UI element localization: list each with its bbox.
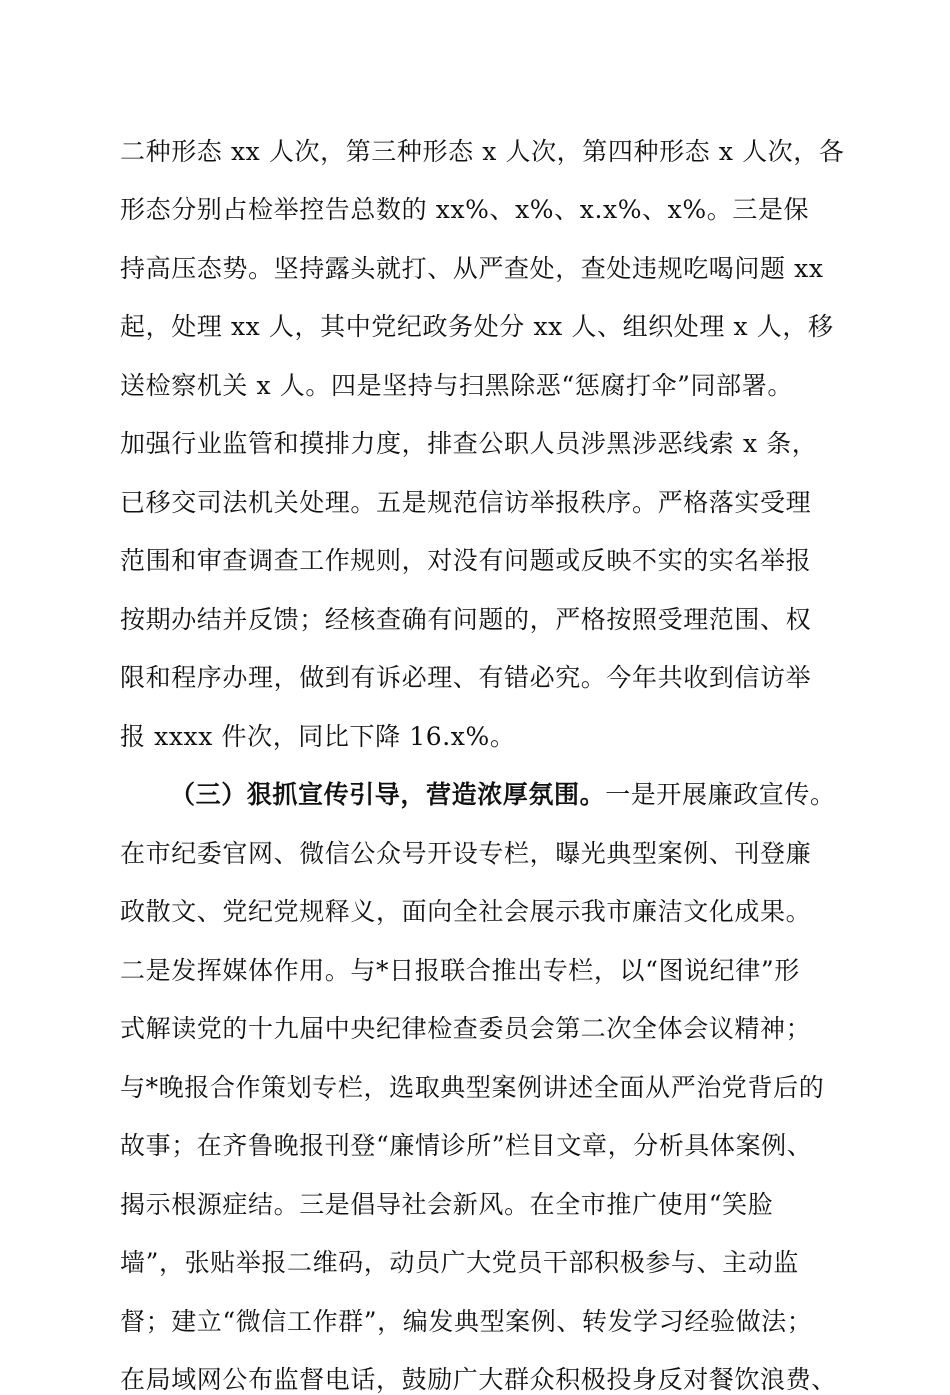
text-line: 已移交司法机关处理。五是规范信访举报秩序。严格落实受理 bbox=[120, 488, 812, 517]
text-line: 报 xxxx 件次，同比下降 16.x%。 bbox=[120, 722, 516, 751]
text-line: 与*晚报合作策划专栏，选取典型案例讲述全面从严治党背后的 bbox=[120, 1073, 825, 1102]
text-line: 范围和审查调查工作规则，对没有问题或反映不实的实名举报 bbox=[120, 546, 812, 575]
section-3-first-line bbox=[170, 780, 836, 810]
text-line: 督；建立“微信工作群”，编发典型案例、转发学习经验做法； bbox=[120, 1307, 813, 1336]
text-line: 墙”，张贴举报二维码，动员广大党员干部积极参与、主动监 bbox=[120, 1248, 799, 1277]
text-line: 式解读党的十九届中央纪律检查委员会第二次全体会议精神； bbox=[120, 1014, 812, 1043]
text-line: 起，处理 xx 人，其中党纪政务处分 xx 人、组织处理 x 人，移 bbox=[120, 312, 834, 341]
text-line: 在市纪委官网、微信公众号开设专栏，曝光典型案例、刊登廉 bbox=[120, 839, 812, 868]
text-line: 限和程序办理，做到有诉必理、有错必究。今年共收到信访举 bbox=[120, 663, 812, 692]
text-line: 故事；在齐鲁晚报刊登“廉情诊所”栏目文章，分析具体案例、 bbox=[120, 1131, 813, 1160]
section-3-heading: （三）狠抓宣传引导，营造浓厚氛围。 bbox=[170, 780, 606, 809]
section-3-first-line-text: 一是开展廉政宣传。 bbox=[605, 780, 836, 809]
text-line: 二种形态 xx 人次，第三种形态 x 人次，第四种形态 x 人次，各 bbox=[120, 137, 845, 166]
text-line: 政散文、党纪党规释义，面向全社会展示我市廉洁文化成果。 bbox=[120, 897, 812, 926]
text-line: 持高压态势。坚持露头就打、从严查处，查处违规吃喝问题 xx bbox=[120, 254, 824, 283]
text-line: 形态分别占检举控告总数的 xx%、x%、x.x%、x%。三是保 bbox=[120, 195, 810, 224]
text-line: 加强行业监管和摸排力度，排查公职人员涉黑涉恶线索 x 条， bbox=[120, 429, 818, 458]
text-line: 二是发挥媒体作用。与*日报联合推出专栏，以“图说纪律”形 bbox=[120, 956, 800, 985]
text-line: 揭示根源症结。三是倡导社会新风。在全市推广使用“笑脸 bbox=[120, 1190, 774, 1219]
text-line: 按期办结并反馈；经核查确有问题的，严格按照受理范围、权 bbox=[120, 605, 812, 634]
text-line: 在局域网公布监督电话，鼓励广大群众积极投身反对餐饮浪费、 bbox=[120, 1365, 837, 1394]
text-line: 送检察机关 x 人。四是坚持与扫黑除恶“惩腐打伞”同部署。 bbox=[120, 371, 793, 400]
